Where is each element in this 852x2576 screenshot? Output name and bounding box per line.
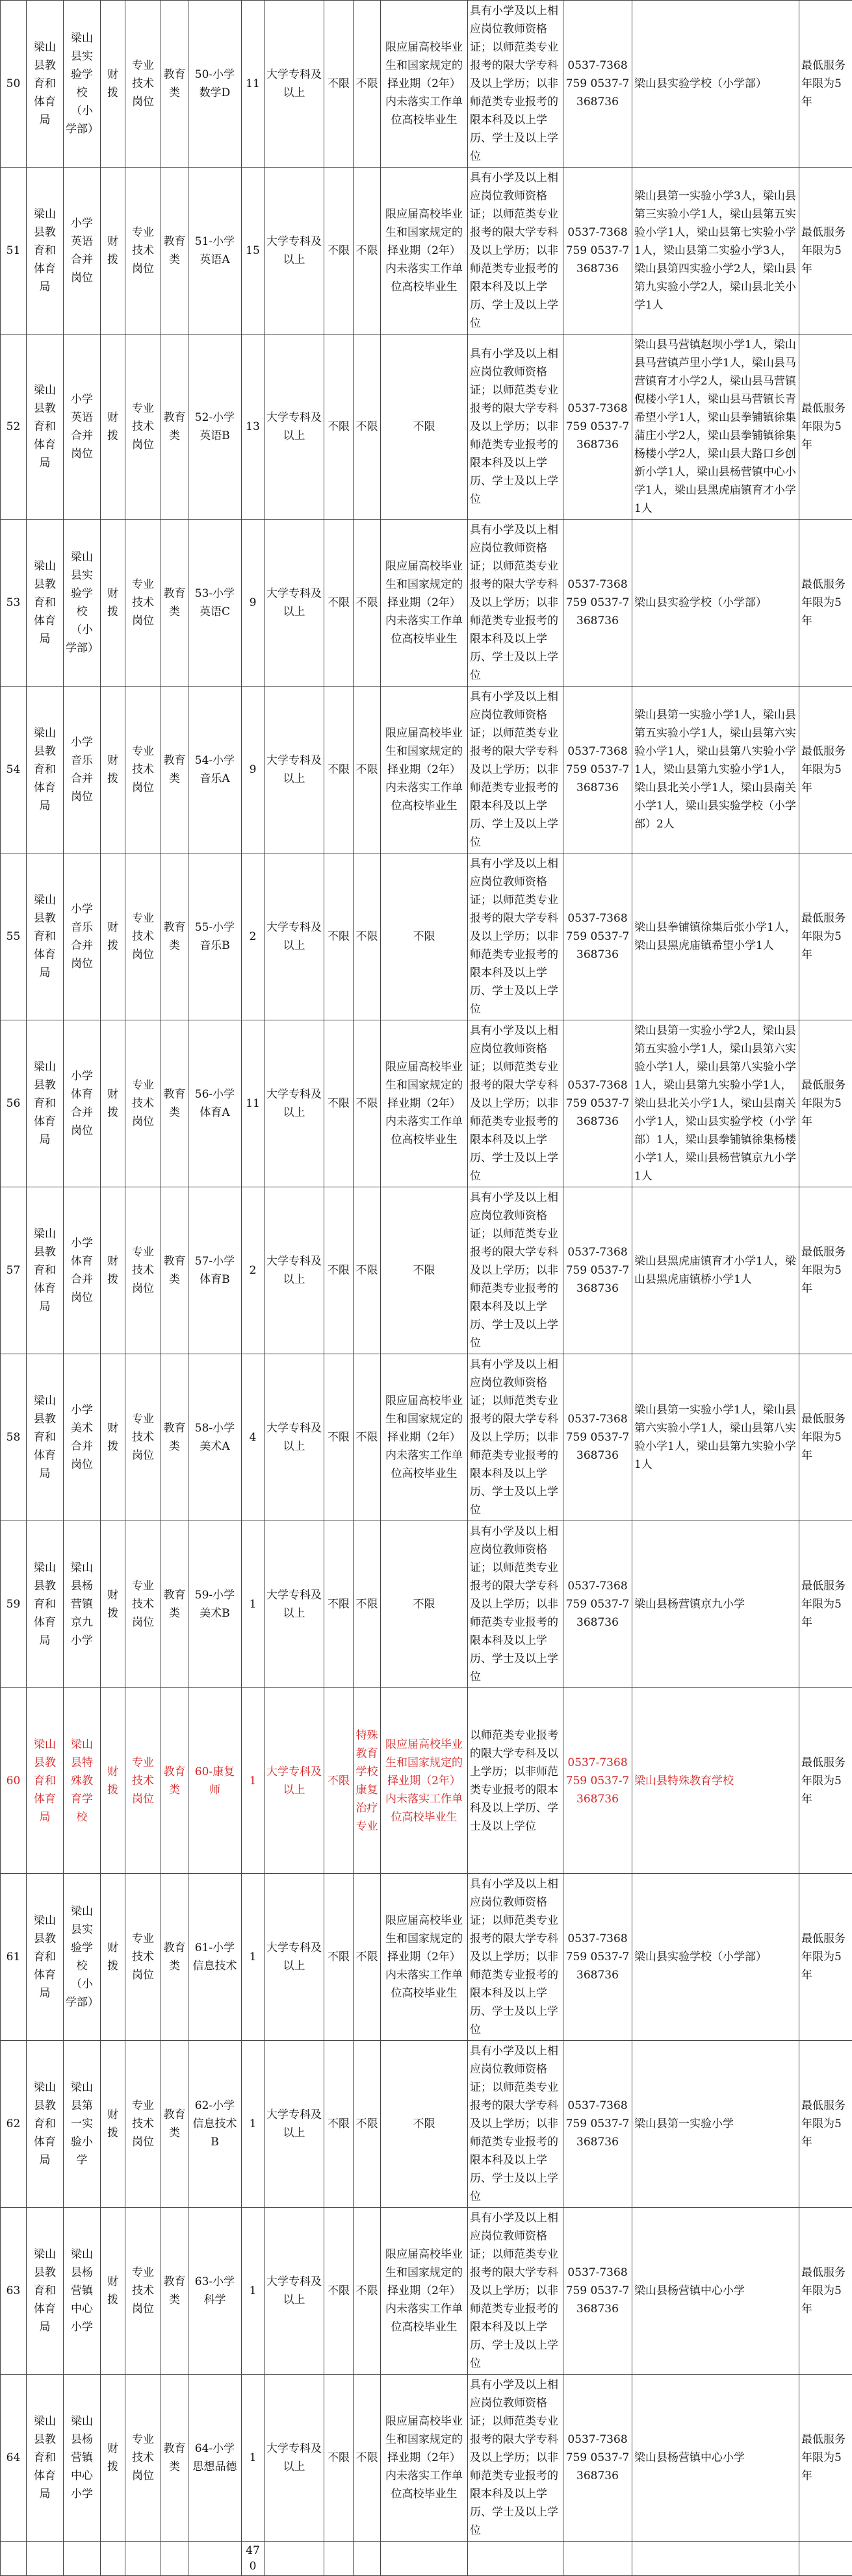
cell-notes: 最低服务年限为5年	[799, 335, 852, 520]
cell-phone: 0537-7368759 0537-7368736	[563, 2375, 632, 2542]
cell-phone: 0537-7368759 0537-7368736	[563, 1354, 632, 1521]
table-row	[1, 2208, 852, 2375]
cell-count: 1	[242, 2041, 265, 2208]
cell-phone: 0537-7368759 0537-7368736	[563, 335, 632, 520]
cell-post-type: 专业技术岗位	[125, 520, 161, 687]
total-empty-cell	[381, 2542, 468, 2576]
cell-education: 大学专科及以上	[265, 520, 324, 687]
cell-post-name: 56-小学体育A	[188, 1020, 242, 1187]
cell-no: 62	[1, 2041, 27, 2208]
cell-unit: 梁山县教育和体育局	[27, 1187, 64, 1354]
cell-post-name: 52-小学英语B	[188, 335, 242, 520]
cell-other: 具有小学及以上相应岗位教师资格证；以师范类专业报考的限大学专科及以上学历；以非师范类专业报考的限本科及以上学历、学士及以上学位	[468, 1521, 563, 1688]
cell-phone: 0537-7368759 0537-7368736	[563, 1020, 632, 1187]
cell-no: 54	[1, 687, 27, 853]
cell-major: 不限	[354, 2208, 381, 2375]
total-empty-cell	[27, 2542, 64, 2576]
cell-category: 教育类	[161, 1354, 188, 1521]
cell-notes: 最低服务年限为5年	[799, 168, 852, 335]
cell-post-type: 专业技术岗位	[125, 2375, 161, 2542]
cell-fund: 财拨	[101, 1020, 125, 1187]
cell-count: 1	[242, 1688, 265, 1874]
cell-location: 梁山县实验学校（小学部）	[632, 1, 799, 168]
cell-notes: 最低服务年限为5年	[799, 1874, 852, 2041]
cell-degree: 不限	[324, 687, 354, 853]
cell-post-name: 63-小学科学	[188, 2208, 242, 2375]
cell-phone: 0537-7368759 0537-7368736	[563, 2208, 632, 2375]
cell-target: 限应届高校毕业生和国家规定的择业期（2年）内未落实工作单位高校毕业生	[381, 520, 468, 687]
cell-post-type: 专业技术岗位	[125, 1020, 161, 1187]
cell-category: 教育类	[161, 335, 188, 520]
cell-phone: 0537-7368759 0537-7368736	[563, 2041, 632, 2208]
cell-degree: 不限	[324, 1, 354, 168]
cell-count: 1	[242, 2375, 265, 2542]
cell-fund: 财拨	[101, 2375, 125, 2542]
cell-unit: 梁山县教育和体育局	[27, 1354, 64, 1521]
cell-post-type: 专业技术岗位	[125, 1688, 161, 1874]
cell-major: 不限	[354, 853, 381, 1020]
table-row	[1, 1, 852, 168]
cell-degree: 不限	[324, 1020, 354, 1187]
cell-other: 具有小学及以上相应岗位教师资格证；以师范类专业报考的限大学专科及以上学历；以非师范类专业报考的限本科及以上学历、学士及以上学位	[468, 1, 563, 168]
cell-education: 大学专科及以上	[265, 2041, 324, 2208]
cell-target: 不限	[381, 853, 468, 1020]
cell-degree: 不限	[324, 1688, 354, 1874]
table-row	[1, 2375, 852, 2542]
cell-post-name: 55-小学音乐B	[188, 853, 242, 1020]
cell-location: 梁山县实验学校（小学部）	[632, 1874, 799, 2041]
cell-education: 大学专科及以上	[265, 1354, 324, 1521]
cell-unit: 梁山县教育和体育局	[27, 2375, 64, 2542]
cell-count: 11	[242, 1, 265, 168]
cell-fund: 财拨	[101, 2208, 125, 2375]
cell-unit: 梁山县教育和体育局	[27, 2208, 64, 2375]
cell-school: 小学英语合并岗位	[64, 168, 101, 335]
cell-location: 梁山县第一实验小学1人，梁山县第六实验小学1人，梁山县第八实验小学1人，梁山县第九实验小学1人	[632, 1354, 799, 1521]
cell-notes: 最低服务年限为5年	[799, 1187, 852, 1354]
cell-degree: 不限	[324, 520, 354, 687]
cell-category: 教育类	[161, 1187, 188, 1354]
cell-post-name: 60-康复师	[188, 1688, 242, 1874]
cell-no: 57	[1, 1187, 27, 1354]
cell-location: 梁山县第一实验小学2人，梁山县第五实验小学1人，梁山县第六实验小学1人，梁山县第八实验小学1人，梁山县第九实验小学1人，梁山县北关小学1人，梁山县南关小学1人，梁山县实验学校（小学部）1人，梁山县拳铺镇徐集杨楼小学1人，梁山县杨营镇京九小学1人	[632, 1020, 799, 1187]
cell-category: 教育类	[161, 2375, 188, 2542]
cell-other: 具有小学及以上相应岗位教师资格证；以师范类专业报考的限大学专科及以上学历；以非师范类专业报考的限本科及以上学历、学士及以上学位	[468, 168, 563, 335]
cell-post-type: 专业技术岗位	[125, 1354, 161, 1521]
cell-location: 梁山县拳铺镇徐集后张小学1人，梁山县黑虎庙镇希望小学1人	[632, 853, 799, 1020]
cell-education: 大学专科及以上	[265, 1521, 324, 1688]
cell-count: 15	[242, 168, 265, 335]
table-row	[1, 687, 852, 853]
cell-school: 梁山县杨营镇京九小学	[64, 1521, 101, 1688]
cell-notes: 最低服务年限为5年	[799, 853, 852, 1020]
cell-phone: 0537-7368759 0537-7368736	[563, 1, 632, 168]
cell-category: 教育类	[161, 2208, 188, 2375]
total-empty-cell	[354, 2542, 381, 2576]
total-empty-cell	[161, 2542, 188, 2576]
table-row	[1, 1521, 852, 1688]
cell-count: 13	[242, 335, 265, 520]
cell-post-type: 专业技术岗位	[125, 2208, 161, 2375]
cell-notes: 最低服务年限为5年	[799, 1020, 852, 1187]
cell-fund: 财拨	[101, 853, 125, 1020]
cell-unit: 梁山县教育和体育局	[27, 168, 64, 335]
cell-major: 不限	[354, 1521, 381, 1688]
cell-school: 小学美术合并岗位	[64, 1354, 101, 1521]
cell-major: 不限	[354, 2041, 381, 2208]
cell-major: 不限	[354, 520, 381, 687]
table-row	[1, 1874, 852, 2041]
cell-no: 61	[1, 1874, 27, 2041]
table-row	[1, 168, 852, 335]
cell-no: 59	[1, 1521, 27, 1688]
cell-target: 限应届高校毕业生和国家规定的择业期（2年）内未落实工作单位高校毕业生	[381, 1020, 468, 1187]
cell-phone: 0537-7368759 0537-7368736	[563, 853, 632, 1020]
cell-category: 教育类	[161, 1874, 188, 2041]
cell-degree: 不限	[324, 1874, 354, 2041]
cell-post-type: 专业技术岗位	[125, 335, 161, 520]
cell-unit: 梁山县教育和体育局	[27, 1521, 64, 1688]
cell-count: 9	[242, 687, 265, 853]
cell-count: 4	[242, 1354, 265, 1521]
cell-post-name: 58-小学美术A	[188, 1354, 242, 1521]
cell-target: 限应届高校毕业生和国家规定的择业期（2年）内未落实工作单位高校毕业生	[381, 1874, 468, 2041]
cell-other: 具有小学及以上相应岗位教师资格证；以师范类专业报考的限大学专科及以上学历；以非师范类专业报考的限本科及以上学历、学士及以上学位	[468, 2041, 563, 2208]
cell-post-name: 54-小学音乐A	[188, 687, 242, 853]
cell-major: 不限	[354, 2375, 381, 2542]
cell-other: 具有小学及以上相应岗位教师资格证；以师范类专业报考的限大学专科及以上学历；以非师范类专业报考的限本科及以上学历、学士及以上学位	[468, 687, 563, 853]
cell-education: 大学专科及以上	[265, 2375, 324, 2542]
cell-degree: 不限	[324, 1354, 354, 1521]
cell-location: 梁山县马营镇赵坝小学1人，梁山县马营镇芦里小学1人，梁山县马营镇育才小学2人，梁山县马营镇倪楼小学1人，梁山县马营镇长青希望小学1人，梁山县拳铺镇徐集蒲庄小学2人，梁山县拳铺镇徐集杨楼小学2人，梁山县大路口乡创新小学1人，梁山县杨营镇中心小学1人，梁山县黑虎庙镇育才小学1人	[632, 335, 799, 520]
cell-notes: 最低服务年限为5年	[799, 1521, 852, 1688]
total-empty-cell	[799, 2542, 852, 2576]
table-body	[1, 1, 852, 2576]
cell-post-name: 53-小学英语C	[188, 520, 242, 687]
cell-notes: 最低服务年限为5年	[799, 687, 852, 853]
cell-education: 大学专科及以上	[265, 335, 324, 520]
cell-education: 大学专科及以上	[265, 687, 324, 853]
cell-post-type: 专业技术岗位	[125, 2041, 161, 2208]
cell-post-type: 专业技术岗位	[125, 1874, 161, 2041]
cell-fund: 财拨	[101, 520, 125, 687]
cell-fund: 财拨	[101, 1354, 125, 1521]
cell-location: 梁山县第一实验小学3人，梁山县第三实验小学1人，梁山县第五实验小学1人，梁山县第七实验小学1人，梁山县第二实验小学3人，梁山县第四实验小学2人，梁山县第九实验小学2人，梁山县北关小学1人	[632, 168, 799, 335]
cell-no: 58	[1, 1354, 27, 1521]
cell-school: 梁山县特殊教育学校	[64, 1688, 101, 1874]
cell-category: 教育类	[161, 1, 188, 168]
cell-degree: 不限	[324, 1187, 354, 1354]
cell-location: 梁山县第一实验小学1人，梁山县第五实验小学1人，梁山县第六实验小学1人，梁山县第八实验小学1人，梁山县第九实验小学1人，梁山县北关小学1人，梁山县南关小学1人，梁山县实验学校（小学部）2人	[632, 687, 799, 853]
cell-fund: 财拨	[101, 2041, 125, 2208]
cell-fund: 财拨	[101, 1688, 125, 1874]
cell-no: 56	[1, 1020, 27, 1187]
cell-unit: 梁山县教育和体育局	[27, 1, 64, 168]
cell-post-name: 64-小学思想品德	[188, 2375, 242, 2542]
cell-no: 60	[1, 1688, 27, 1874]
total-empty-cell	[468, 2542, 563, 2576]
cell-unit: 梁山县教育和体育局	[27, 1688, 64, 1874]
cell-other: 具有小学及以上相应岗位教师资格证；以师范类专业报考的限大学专科及以上学历；以非师范类专业报考的限本科及以上学历、学士及以上学位	[468, 2375, 563, 2542]
cell-major: 不限	[354, 1874, 381, 2041]
cell-school: 梁山县杨营镇中心小学	[64, 2208, 101, 2375]
table-row	[1, 1187, 852, 1354]
total-empty-cell	[1, 2542, 27, 2576]
cell-no: 55	[1, 853, 27, 1020]
cell-count: 9	[242, 520, 265, 687]
total-empty-cell	[324, 2542, 354, 2576]
total-empty-cell	[125, 2542, 161, 2576]
cell-post-name: 62-小学信息技术B	[188, 2041, 242, 2208]
cell-education: 大学专科及以上	[265, 1020, 324, 1187]
total-empty-cell	[188, 2542, 242, 2576]
cell-fund: 财拨	[101, 335, 125, 520]
cell-notes: 最低服务年限为5年	[799, 1688, 852, 1874]
cell-location: 梁山县杨营镇中心小学	[632, 2208, 799, 2375]
cell-target: 不限	[381, 1187, 468, 1354]
cell-count: 2	[242, 1187, 265, 1354]
cell-degree: 不限	[324, 168, 354, 335]
cell-other: 具有小学及以上相应岗位教师资格证；以师范类专业报考的限大学专科及以上学历；以非师范类专业报考的限本科及以上学历、学士及以上学位	[468, 1187, 563, 1354]
cell-notes: 最低服务年限为5年	[799, 2208, 852, 2375]
cell-location: 梁山县第一实验小学	[632, 2041, 799, 2208]
cell-count: 11	[242, 1020, 265, 1187]
cell-location: 梁山县黑虎庙镇育才小学1人，梁山县黑虎庙镇桥小学1人	[632, 1187, 799, 1354]
total-empty-cell	[265, 2542, 324, 2576]
cell-count: 1	[242, 1521, 265, 1688]
cell-count: 1	[242, 2208, 265, 2375]
table-row	[1, 335, 852, 520]
cell-no: 64	[1, 2375, 27, 2542]
cell-category: 教育类	[161, 168, 188, 335]
cell-no: 63	[1, 2208, 27, 2375]
cell-unit: 梁山县教育和体育局	[27, 335, 64, 520]
total-empty-cell	[632, 2542, 799, 2576]
cell-degree: 不限	[324, 335, 354, 520]
cell-degree: 不限	[324, 853, 354, 1020]
cell-fund: 财拨	[101, 687, 125, 853]
cell-location: 梁山县特殊教育学校	[632, 1688, 799, 1874]
cell-other: 具有小学及以上相应岗位教师资格证；以师范类专业报考的限大学专科及以上学历；以非师范类专业报考的限本科及以上学历、学士及以上学位	[468, 1020, 563, 1187]
cell-category: 教育类	[161, 1020, 188, 1187]
cell-education: 大学专科及以上	[265, 1688, 324, 1874]
cell-major: 不限	[354, 687, 381, 853]
cell-category: 教育类	[161, 687, 188, 853]
cell-phone: 0537-7368759 0537-7368736	[563, 1688, 632, 1874]
cell-school: 小学体育合并岗位	[64, 1020, 101, 1187]
cell-location: 梁山县杨营镇京九小学	[632, 1521, 799, 1688]
cell-other: 具有小学及以上相应岗位教师资格证；以师范类专业报考的限大学专科及以上学历；以非师范类专业报考的限本科及以上学历、学士及以上学位	[468, 520, 563, 687]
cell-major: 不限	[354, 1, 381, 168]
cell-target: 不限	[381, 2041, 468, 2208]
cell-notes: 最低服务年限为5年	[799, 2375, 852, 2542]
cell-notes: 最低服务年限为5年	[799, 2041, 852, 2208]
cell-school: 小学体育合并岗位	[64, 1187, 101, 1354]
cell-other: 具有小学及以上相应岗位教师资格证；以师范类专业报考的限大学专科及以上学历；以非师范类专业报考的限本科及以上学历、学士及以上学位	[468, 1874, 563, 2041]
cell-target: 限应届高校毕业生和国家规定的择业期（2年）内未落实工作单位高校毕业生	[381, 2208, 468, 2375]
total-empty-cell	[64, 2542, 101, 2576]
cell-school: 小学英语合并岗位	[64, 335, 101, 520]
cell-target: 不限	[381, 335, 468, 520]
cell-school: 梁山县实验学校（小学部）	[64, 520, 101, 687]
cell-fund: 财拨	[101, 1874, 125, 2041]
cell-count: 1	[242, 1874, 265, 2041]
cell-education: 大学专科及以上	[265, 1, 324, 168]
cell-education: 大学专科及以上	[265, 168, 324, 335]
cell-unit: 梁山县教育和体育局	[27, 520, 64, 687]
cell-major: 不限	[354, 1354, 381, 1521]
cell-post-type: 专业技术岗位	[125, 1, 161, 168]
table-row	[1, 1020, 852, 1187]
cell-fund: 财拨	[101, 168, 125, 335]
cell-degree: 不限	[324, 2208, 354, 2375]
cell-other: 以师范类专业报考的限大学专科及以上学历；以非师范类专业报考的限本科及以上学历、学士及以上学位	[468, 1688, 563, 1874]
cell-school: 小学音乐合并岗位	[64, 687, 101, 853]
cell-post-name: 57-小学体育B	[188, 1187, 242, 1354]
cell-post-name: 51-小学英语A	[188, 168, 242, 335]
cell-unit: 梁山县教育和体育局	[27, 2041, 64, 2208]
cell-count: 2	[242, 853, 265, 1020]
cell-major: 不限	[354, 335, 381, 520]
cell-fund: 财拨	[101, 1187, 125, 1354]
cell-education: 大学专科及以上	[265, 2208, 324, 2375]
cell-phone: 0537-7368759 0537-7368736	[563, 687, 632, 853]
cell-school: 梁山县实验学校（小学部）	[64, 1, 101, 168]
total-count: 470	[242, 2542, 265, 2576]
cell-no: 52	[1, 335, 27, 520]
cell-notes: 最低服务年限为5年	[799, 1, 852, 168]
cell-degree: 不限	[324, 2041, 354, 2208]
cell-unit: 梁山县教育和体育局	[27, 1020, 64, 1187]
cell-post-name: 59-小学美术B	[188, 1521, 242, 1688]
cell-post-type: 专业技术岗位	[125, 1187, 161, 1354]
cell-notes: 最低服务年限为5年	[799, 1354, 852, 1521]
cell-target: 限应届高校毕业生和国家规定的择业期（2年）内未落实工作单位高校毕业生	[381, 1354, 468, 1521]
cell-education: 大学专科及以上	[265, 1187, 324, 1354]
cell-fund: 财拨	[101, 1, 125, 168]
cell-major: 不限	[354, 1020, 381, 1187]
cell-post-type: 专业技术岗位	[125, 687, 161, 853]
total-empty-cell	[101, 2542, 125, 2576]
cell-other: 具有小学及以上相应岗位教师资格证；以师范类专业报考的限大学专科及以上学历；以非师范类专业报考的限本科及以上学历、学士及以上学位	[468, 2208, 563, 2375]
cell-category: 教育类	[161, 520, 188, 687]
cell-target: 限应届高校毕业生和国家规定的择业期（2年）内未落实工作单位高校毕业生	[381, 1, 468, 168]
cell-school: 梁山县杨营镇中心小学	[64, 2375, 101, 2542]
cell-school: 梁山县第一实验小学	[64, 2041, 101, 2208]
cell-school: 梁山县实验学校（小学部）	[64, 1874, 101, 2041]
cell-no: 50	[1, 1, 27, 168]
cell-category: 教育类	[161, 853, 188, 1020]
cell-phone: 0537-7368759 0537-7368736	[563, 1521, 632, 1688]
cell-category: 教育类	[161, 1688, 188, 1874]
cell-degree: 不限	[324, 2375, 354, 2542]
cell-education: 大学专科及以上	[265, 1874, 324, 2041]
cell-other: 具有小学及以上相应岗位教师资格证；以师范类专业报考的限大学专科及以上学历；以非师范类专业报考的限本科及以上学历、学士及以上学位	[468, 853, 563, 1020]
cell-target: 限应届高校毕业生和国家规定的择业期（2年）内未落实工作单位高校毕业生	[381, 2375, 468, 2542]
cell-fund: 财拨	[101, 1521, 125, 1688]
cell-degree: 不限	[324, 1521, 354, 1688]
cell-notes: 最低服务年限为5年	[799, 520, 852, 687]
cell-major: 不限	[354, 1187, 381, 1354]
cell-no: 51	[1, 168, 27, 335]
cell-education: 大学专科及以上	[265, 853, 324, 1020]
cell-category: 教育类	[161, 1521, 188, 1688]
cell-category: 教育类	[161, 2041, 188, 2208]
cell-location: 梁山县实验学校（小学部）	[632, 520, 799, 687]
total-row	[1, 2542, 852, 2576]
cell-unit: 梁山县教育和体育局	[27, 853, 64, 1020]
cell-school: 小学音乐合并岗位	[64, 853, 101, 1020]
cell-post-type: 专业技术岗位	[125, 168, 161, 335]
cell-post-type: 专业技术岗位	[125, 853, 161, 1020]
cell-post-name: 61-小学信息技术	[188, 1874, 242, 2041]
cell-phone: 0537-7368759 0537-7368736	[563, 168, 632, 335]
cell-phone: 0537-7368759 0537-7368736	[563, 1874, 632, 2041]
total-empty-cell	[563, 2542, 632, 2576]
cell-no: 53	[1, 520, 27, 687]
cell-phone: 0537-7368759 0537-7368736	[563, 1187, 632, 1354]
table-row	[1, 1688, 852, 1874]
cell-target: 限应届高校毕业生和国家规定的择业期（2年）内未落实工作单位高校毕业生	[381, 1688, 468, 1874]
cell-post-name: 50-小学数学D	[188, 1, 242, 168]
cell-major: 不限	[354, 168, 381, 335]
table-row	[1, 520, 852, 687]
cell-target: 限应届高校毕业生和国家规定的择业期（2年）内未落实工作单位高校毕业生	[381, 168, 468, 335]
cell-phone: 0537-7368759 0537-7368736	[563, 520, 632, 687]
cell-other: 具有小学及以上相应岗位教师资格证；以师范类专业报考的限大学专科及以上学历；以非师范类专业报考的限本科及以上学历、学士及以上学位	[468, 1354, 563, 1521]
cell-unit: 梁山县教育和体育局	[27, 687, 64, 853]
cell-target: 不限	[381, 1521, 468, 1688]
cell-other: 具有小学及以上相应岗位教师资格证；以师范类专业报考的限大学专科及以上学历；以非师范类专业报考的限本科及以上学历、学士及以上学位	[468, 335, 563, 520]
table-row	[1, 853, 852, 1020]
cell-location: 梁山县杨营镇中心小学	[632, 2375, 799, 2542]
cell-unit: 梁山县教育和体育局	[27, 1874, 64, 2041]
table-row	[1, 2041, 852, 2208]
cell-major: 特殊教育学校康复治疗专业	[354, 1688, 381, 1874]
table-row	[1, 1354, 852, 1521]
cell-target: 限应届高校毕业生和国家规定的择业期（2年）内未落实工作单位高校毕业生	[381, 687, 468, 853]
cell-post-type: 专业技术岗位	[125, 1521, 161, 1688]
